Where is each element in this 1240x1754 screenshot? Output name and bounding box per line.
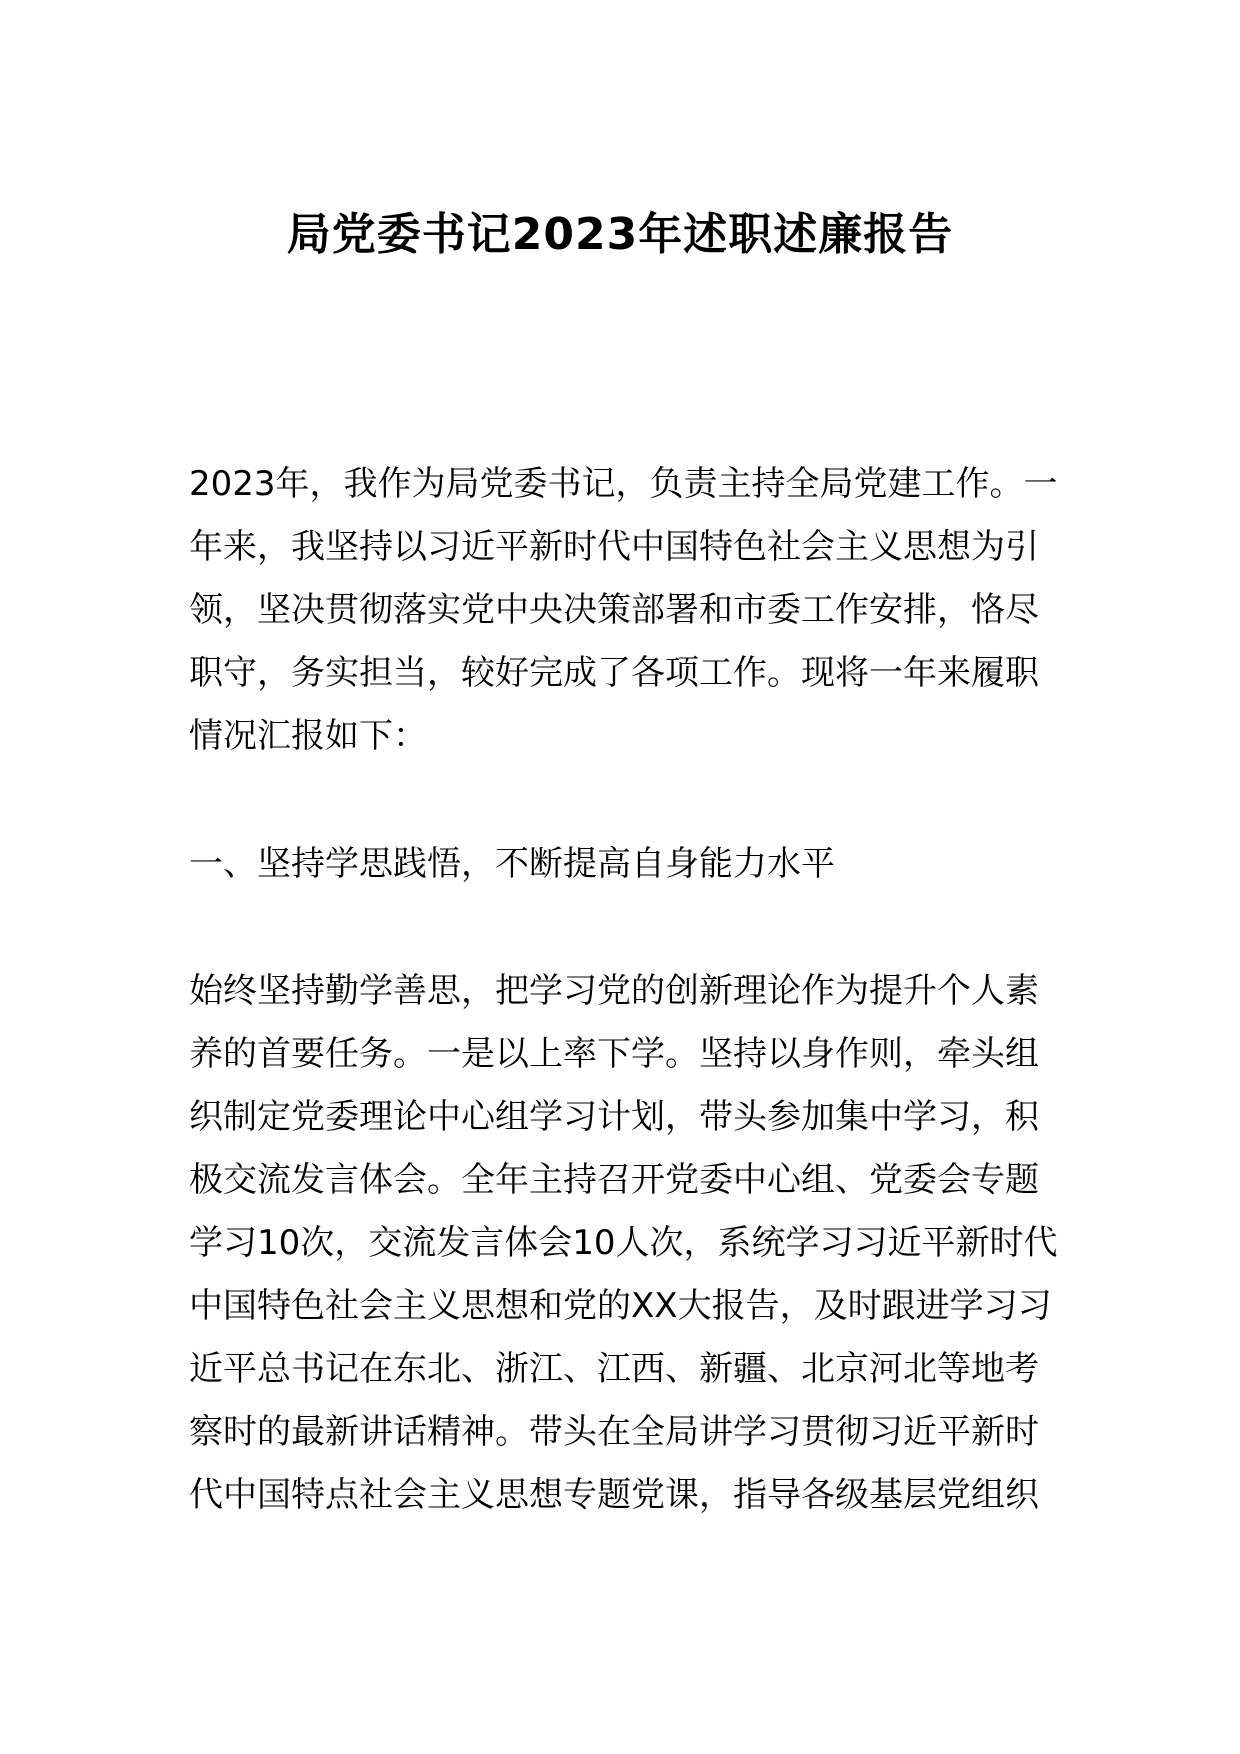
section-1-line-2: 养的首要任务。一是以上率下学。坚持以身作则，牵头组 — [189, 1034, 1039, 1074]
section-1-line-4: 极交流发言体会。全年主持召开党委中心组、党委会专题 — [189, 1160, 1039, 1200]
section-1-line-8: 察时的最新讲话精神。带头在全局讲学习贯彻习近平新时 — [189, 1412, 1039, 1452]
intro-line-4: 职守，务实担当，较好完成了各项工作。现将一年来履职 — [189, 653, 1039, 693]
section-1-heading: 一、坚持学思践悟，不断提高自身能力水平 — [189, 844, 835, 884]
section-1-line-9: 代中国特点社会主义思想专题党课，指导各级基层党组织 — [189, 1475, 1039, 1515]
intro-line-5: 情况汇报如下： — [189, 716, 427, 756]
section-1-line-1: 始终坚持勤学善思，把学习党的创新理论作为提升个人素 — [189, 971, 1039, 1011]
section-1-line-3: 织制定党委理论中心组学习计划，带头参加集中学习，积 — [189, 1097, 1039, 1137]
section-1-line-5: 学习10次，交流发言体会10人次，系统学习习近平新时代 — [189, 1223, 1058, 1263]
section-1-line-7: 近平总书记在东北、浙江、江西、新疆、北京河北等地考 — [189, 1349, 1039, 1389]
document-title: 局党委书记2023年述职述廉报告 — [286, 209, 954, 260]
section-1-line-6: 中国特色社会主义思想和党的XX大报告，及时跟进学习习 — [189, 1286, 1052, 1326]
intro-line-3: 领，坚决贯彻落实党中央决策部署和市委工作安排，恪尽 — [189, 590, 1039, 630]
intro-line-2: 年来，我坚持以习近平新时代中国特色社会主义思想为引 — [189, 527, 1039, 567]
intro-line-1: 2023年，我作为局党委书记，负责主持全局党建工作。一 — [189, 464, 1058, 504]
